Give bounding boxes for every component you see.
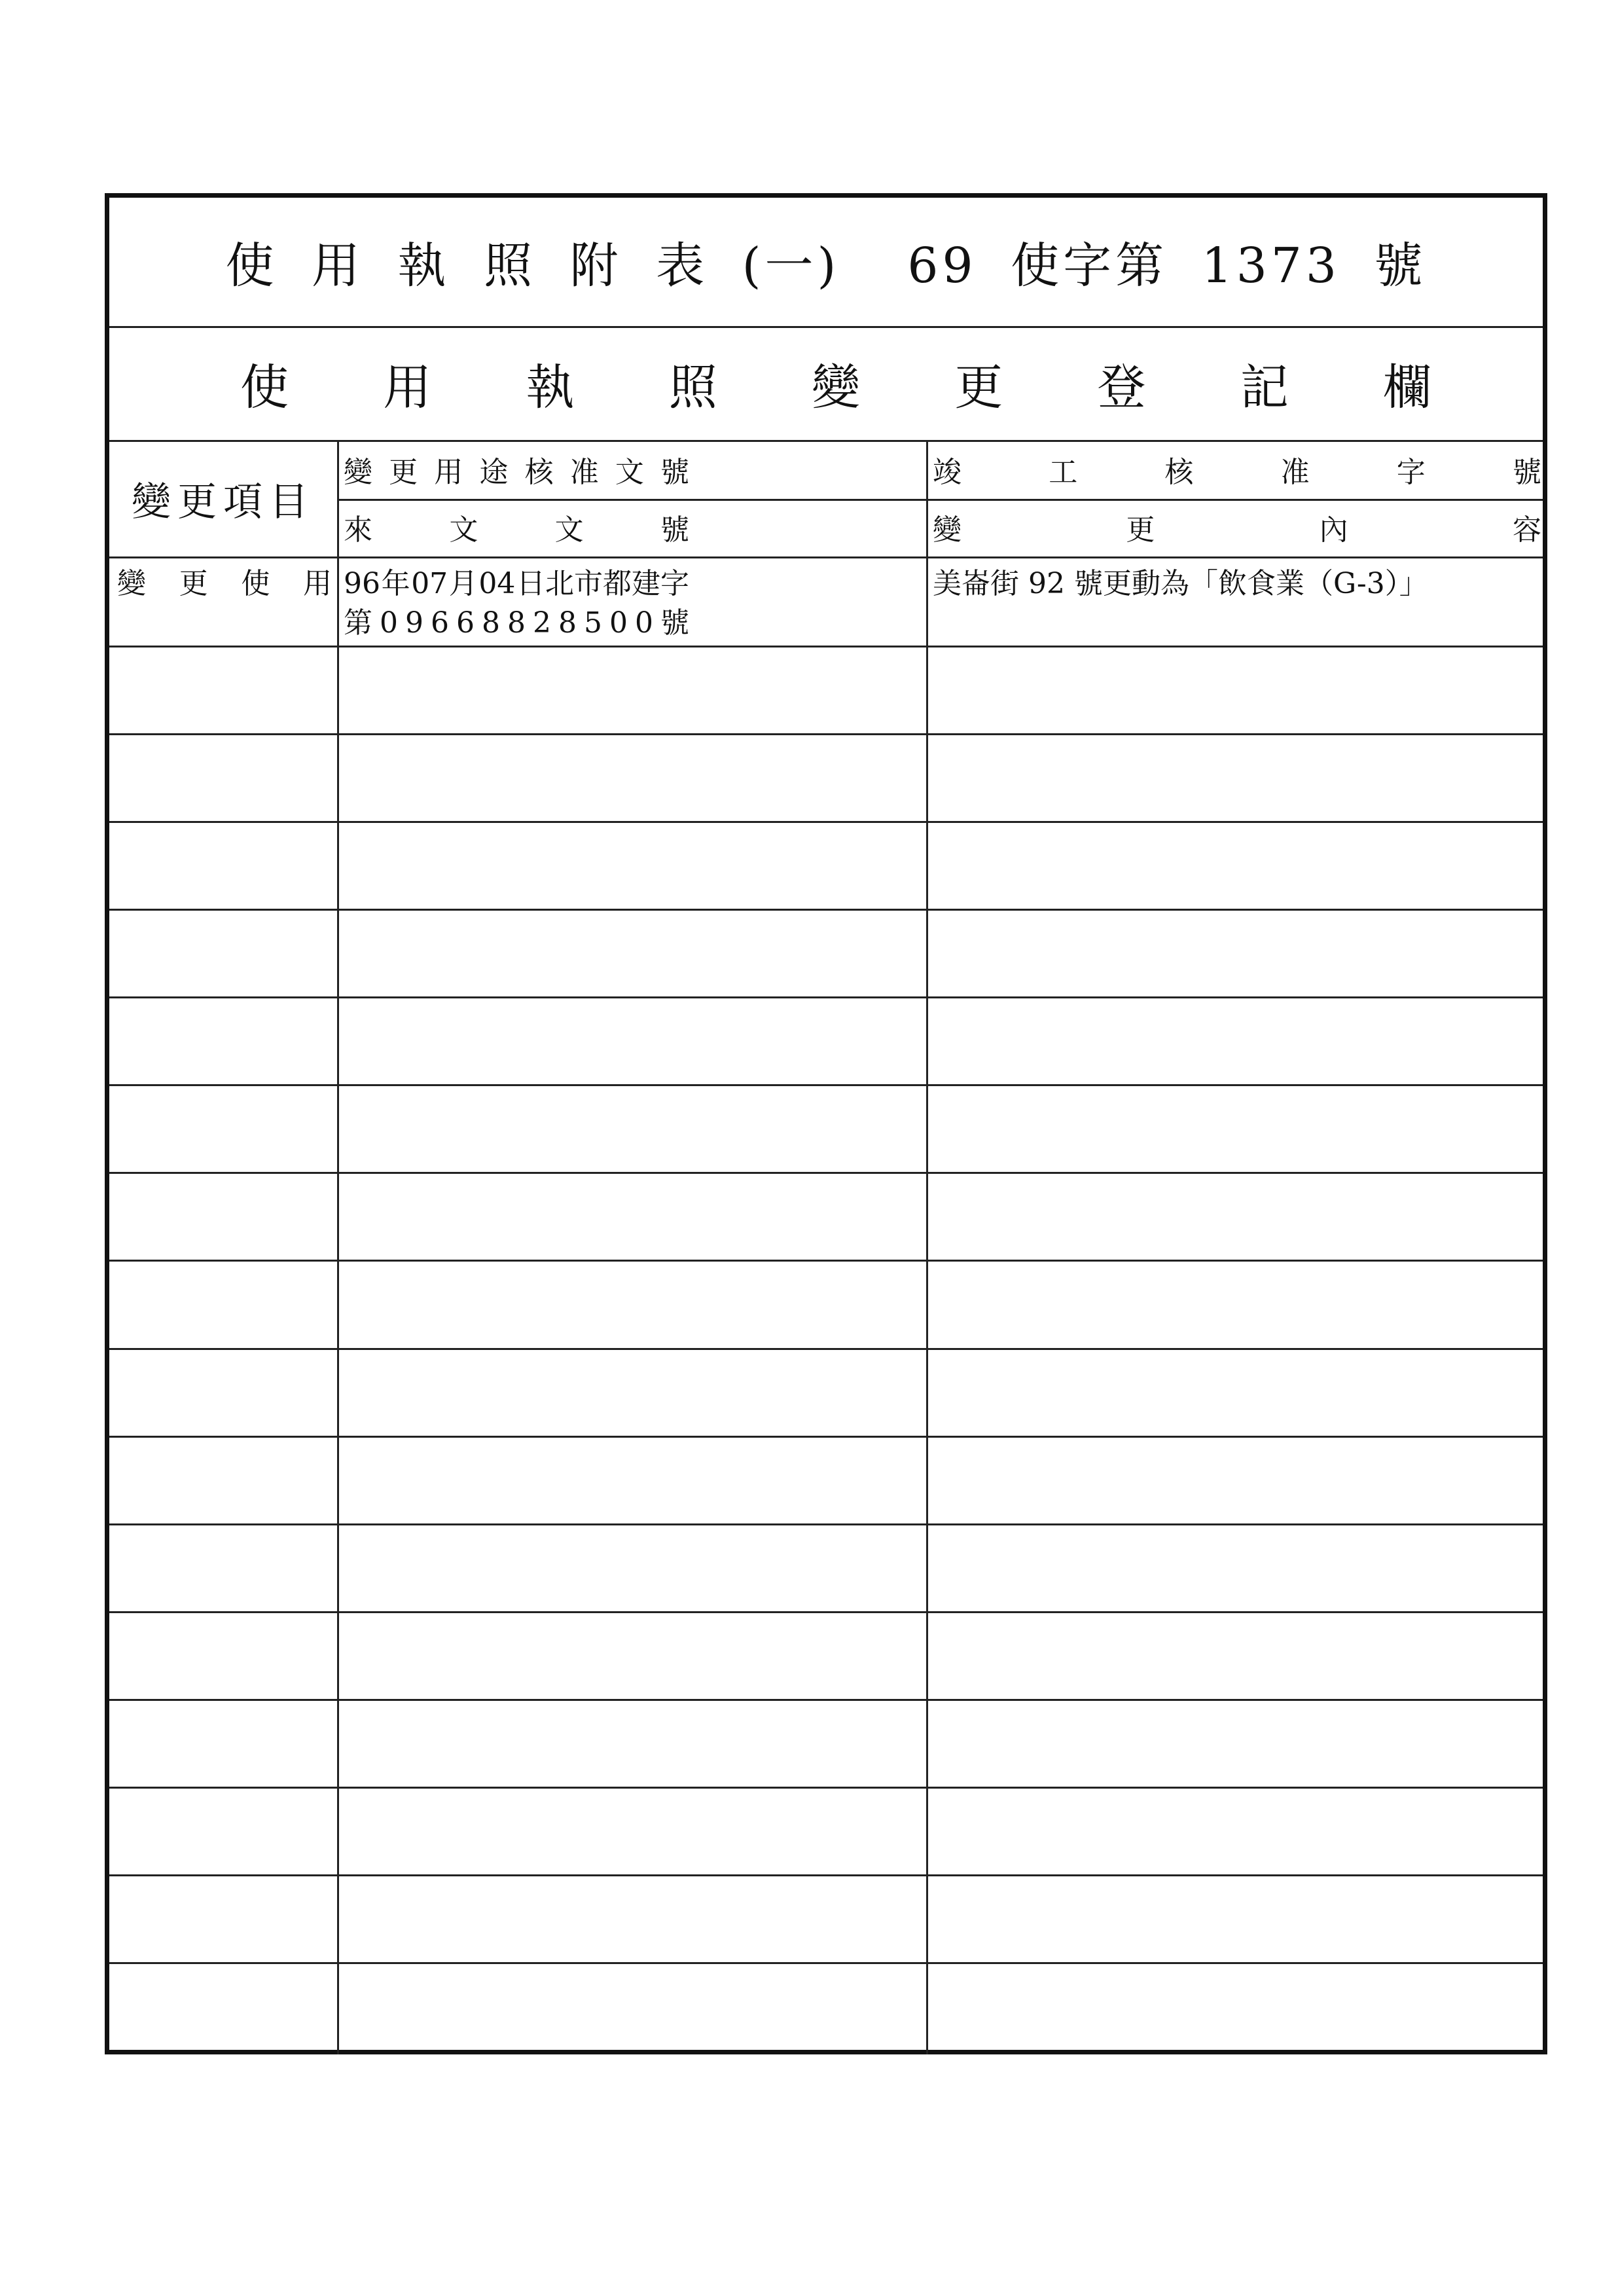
entry-content: 美崙街 92 號更動為「飲食業（G-3）」 [933, 567, 1428, 600]
divider [109, 556, 1543, 558]
column-divider [337, 440, 339, 2054]
row-divider [109, 646, 1543, 647]
entry-char: 5 [584, 606, 602, 640]
entry-char: 6 [431, 606, 449, 640]
header-char: 核 [524, 456, 554, 489]
entry-char: 用 [302, 567, 332, 600]
row-divider [109, 1523, 1543, 1525]
header-char: 來 [344, 513, 372, 547]
subtitle-char: 更 [954, 359, 1003, 416]
section-title [109, 349, 1543, 418]
header-char: 文 [449, 513, 478, 547]
entry-char: 0 [635, 606, 653, 640]
row-divider [109, 1084, 1543, 1086]
entry-char: 0 [380, 606, 398, 640]
row-divider [109, 1787, 1543, 1789]
approval-no-header [340, 458, 693, 487]
header-char: 准 [569, 456, 599, 489]
entry-char: 8 [558, 606, 577, 640]
entry-char: 0 [609, 606, 628, 640]
header-char: 變 [933, 513, 962, 547]
header-char: 更 [389, 456, 418, 489]
subtitle-char: 執 [526, 359, 575, 416]
entry-char: 04 [478, 567, 516, 600]
header-char: 文 [615, 456, 644, 489]
subtitle-char: 欄 [1383, 359, 1431, 416]
column-divider [926, 440, 928, 2054]
subtitle-char: 用 [383, 359, 432, 416]
row-divider [109, 1962, 1543, 1964]
row-divider [109, 1611, 1543, 1613]
entry-char: 號 [660, 606, 689, 640]
row-divider [109, 1699, 1543, 1701]
entry-char: 更 [179, 567, 208, 600]
entry-char: 第 [344, 606, 372, 640]
header-char: 用 [434, 456, 463, 489]
header-char: 變 [344, 456, 372, 489]
subtitle-char: 照 [668, 359, 717, 416]
row-divider [109, 1260, 1543, 1262]
title-row [109, 198, 1543, 326]
entry-char: 6 [456, 606, 475, 640]
entry-char: 9 [405, 606, 423, 640]
row-divider [109, 1874, 1543, 1876]
header-char: 核 [1164, 456, 1194, 489]
entry-doc-line1 [340, 567, 693, 600]
completion-no-header [929, 458, 1545, 487]
entry-char: 07 [411, 567, 448, 600]
row-divider [109, 733, 1543, 735]
header-char: 號 [660, 513, 689, 547]
item-header: 變更項目 [132, 479, 315, 525]
row-divider [109, 1436, 1543, 1438]
entry-char: 變 [117, 567, 146, 600]
row-divider [109, 1172, 1543, 1174]
header-char: 更 [1126, 513, 1155, 547]
entry-char: 8 [482, 606, 500, 640]
entry-char: 日北市都建字 [516, 567, 689, 600]
subtitle-char: 使 [240, 359, 289, 416]
header-char: 字 [1396, 456, 1426, 489]
entry-doc-line2 [340, 606, 693, 640]
row-divider [109, 909, 1543, 911]
entry-char: 月 [448, 567, 478, 600]
header-char: 容 [1512, 513, 1541, 547]
header-char: 號 [660, 456, 689, 489]
entry-char: 使 [241, 567, 270, 600]
subtitle-char: 記 [1240, 359, 1289, 416]
doc-no-header [340, 513, 693, 547]
subtitle-char: 登 [1097, 359, 1146, 416]
subtitle-char: 變 [812, 359, 860, 416]
entry-char: 2 [533, 606, 551, 640]
entry-item [113, 567, 336, 600]
entry-char: 96 [344, 567, 380, 600]
row-divider [109, 821, 1543, 823]
entry-char: 年 [381, 567, 410, 600]
header-char: 文 [554, 513, 584, 547]
header-char: 途 [479, 456, 509, 489]
header-char: 號 [1512, 456, 1541, 489]
subtitle-row [109, 327, 1543, 440]
header-char: 工 [1049, 456, 1078, 489]
entry-char: 8 [507, 606, 526, 640]
change-registration-table [105, 193, 1547, 2054]
header-char: 內 [1319, 513, 1348, 547]
divider [338, 499, 1543, 501]
row-divider [109, 1348, 1543, 1350]
header-char: 准 [1280, 456, 1310, 489]
row-divider [109, 996, 1543, 998]
page-title: 使 用 執 照 附 表 (一) 69 使字第 1373 號 [225, 238, 1427, 294]
header-char: 竣 [933, 456, 962, 489]
change-content-header [929, 513, 1545, 547]
